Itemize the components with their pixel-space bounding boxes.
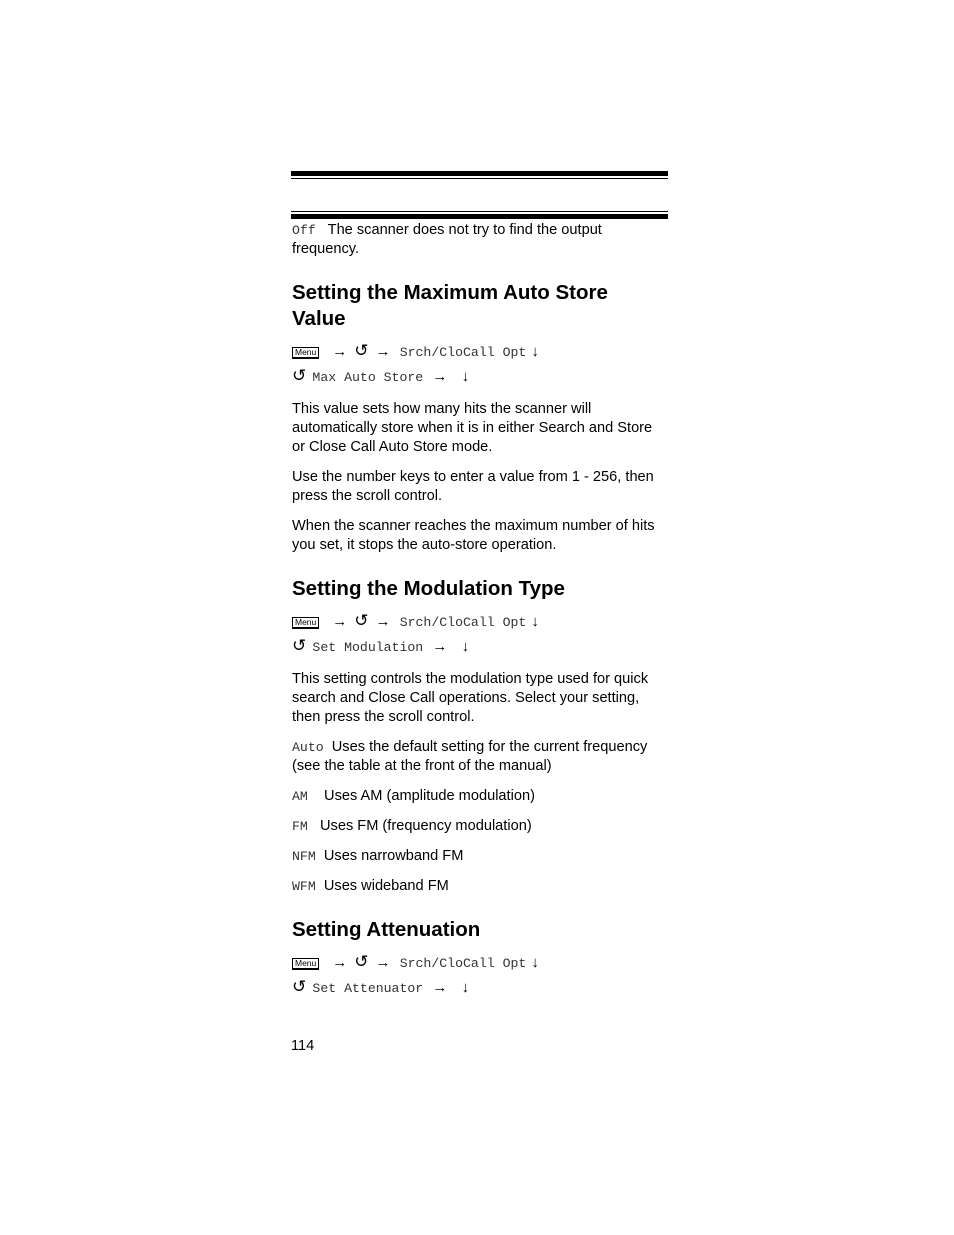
option-am (292, 787, 667, 806)
nav-path-modulation (292, 609, 667, 659)
option-code: NFM (292, 849, 316, 864)
option-code: Off (292, 223, 316, 238)
nav-path-attenuation (292, 950, 667, 1000)
scroll-control-icon: ↺ (354, 341, 369, 360)
scroll-control-icon: ↺ (354, 952, 369, 971)
option-auto (292, 738, 667, 776)
paragraph: When the scanner reaches the maximum number of hits you set, it stops the auto-store operation. (292, 518, 655, 553)
menu-key-icon: Menu (292, 347, 319, 358)
option-text: The scanner does not try to find the output frequency. (292, 222, 602, 257)
option-text: Uses the default setting for the current frequency (see the table at the front of the manual) (292, 739, 648, 774)
option-text: Uses FM (frequency modulation) (320, 818, 532, 834)
arrow-right-icon: → (332, 613, 348, 630)
arrow-down-icon: ↓ (461, 638, 470, 655)
paragraph: This setting controls the modulation type used for quick search and Close Call operations. Select your setting, then press the scroll control. (292, 671, 649, 725)
section-title-modulation: Setting the Modulation Type (292, 577, 565, 600)
page-content (292, 221, 667, 1000)
section-title-attenuation: Setting Attenuation (292, 918, 481, 941)
scroll-control-icon: ↺ (292, 366, 307, 385)
nav-code: Set Modulation (312, 640, 424, 655)
paragraph: This value sets how many hits the scanner will automatically store when it is in either Search and Store or Close Call Auto Store mode. (292, 401, 653, 455)
option-text: Uses AM (amplitude modulation) (324, 788, 535, 804)
arrow-right-icon: → (432, 638, 448, 655)
arrow-right-icon: → (332, 954, 348, 971)
option-nfm (292, 847, 667, 866)
menu-key-icon: Menu (292, 617, 319, 628)
nav-code: Srch/CloCall Opt (399, 615, 527, 630)
header-rule-bottom-thin (291, 211, 668, 212)
arrow-right-icon: → (332, 343, 348, 360)
option-code: WFM (292, 879, 316, 894)
option-fm (292, 817, 667, 836)
menu-key-icon: Menu (292, 958, 319, 969)
scroll-control-icon: ↺ (292, 636, 307, 655)
option-text: Uses wideband FM (323, 878, 449, 894)
arrow-down-icon: ↓ (461, 979, 470, 996)
arrow-down-icon: ↓ (531, 954, 539, 971)
arrow-right-icon: → (375, 343, 391, 360)
arrow-right-icon: → (375, 613, 391, 630)
nav-path-max-auto-store (292, 339, 667, 389)
scroll-control-icon: ↺ (354, 611, 369, 630)
paragraph: Use the number keys to enter a value from 1 - 256, then press the scroll control. (292, 469, 654, 504)
arrow-down-icon: ↓ (461, 368, 470, 385)
arrow-right-icon: → (375, 954, 391, 971)
nav-code: Max Auto Store (312, 370, 424, 385)
arrow-down-icon: ↓ (531, 343, 539, 360)
page-number: 114 (291, 1038, 315, 1054)
header-rule-bottom (291, 214, 668, 219)
scroll-control-icon: ↺ (292, 977, 307, 996)
intro-off-option (292, 221, 667, 259)
option-code: Auto (292, 740, 324, 755)
option-wfm (292, 877, 667, 896)
arrow-right-icon: → (432, 368, 448, 385)
nav-code: Srch/CloCall Opt (399, 956, 527, 971)
arrow-right-icon: → (432, 979, 448, 996)
option-code: AM (292, 789, 308, 804)
option-code: FM (292, 819, 308, 834)
header-rule-top-thin (291, 178, 668, 179)
nav-code: Set Attenuator (312, 981, 424, 996)
header-rule-top (291, 171, 668, 176)
option-text: Uses narrowband FM (323, 848, 464, 864)
section-title-max-auto-store: Setting the Maximum Auto Store Value (292, 281, 608, 330)
arrow-down-icon: ↓ (531, 613, 539, 630)
nav-code: Srch/CloCall Opt (399, 345, 527, 360)
